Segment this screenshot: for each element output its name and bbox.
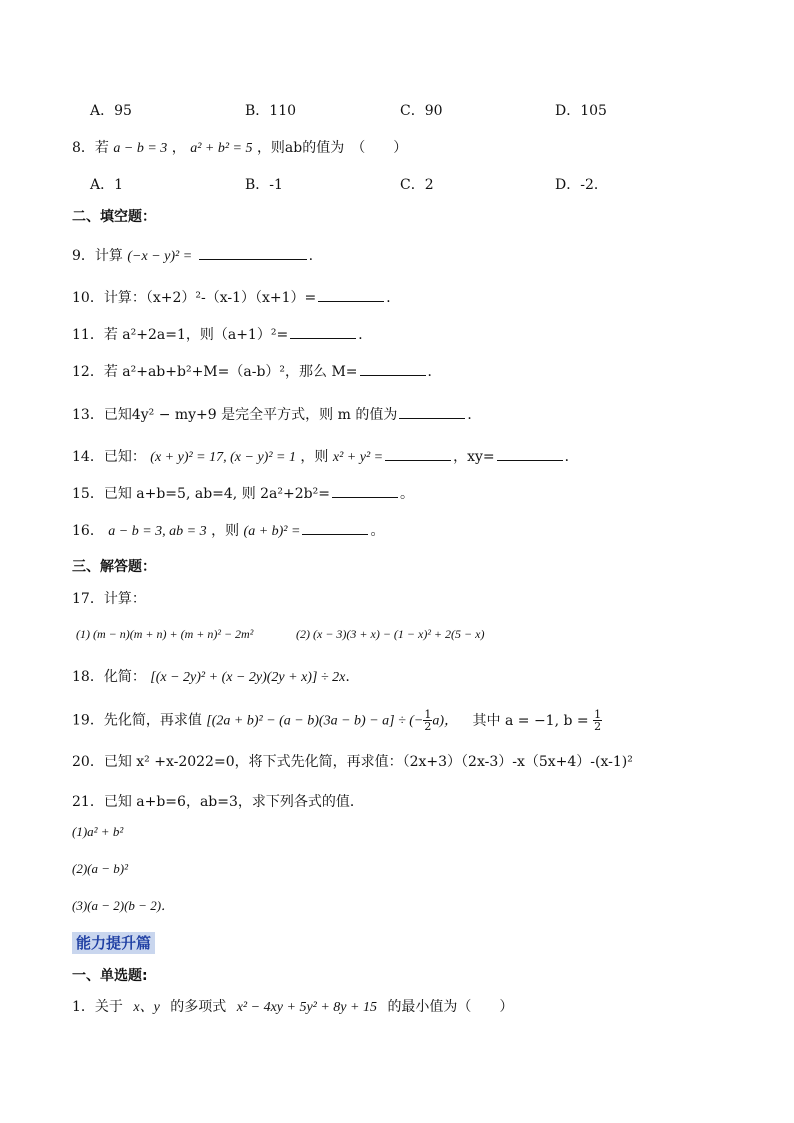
q14-text: 14．已知： (72, 449, 146, 465)
q9-answer-blank[interactable] (199, 245, 307, 260)
q18-end: . (345, 669, 350, 685)
q21-part-1: (1)a² + b² (72, 824, 124, 839)
q16-end: 。 (370, 523, 385, 539)
q9-expression: (−x − y)² = (127, 249, 193, 264)
p1-expression: x² − 4xy + 5y² + 8y + 15 (236, 1000, 377, 1015)
q16-ask: (a + b)² = (243, 524, 301, 539)
q16-then: ，则 (211, 523, 240, 539)
question-16 (72, 520, 384, 542)
question-20: 20．已知 x² +x-2022=0，将下式先化简，再求值：（2x+3）（2x-3）-x（5x+4）-(x-1)² (72, 754, 633, 770)
q21-part-3: (3)(a − 2)(b − 2)． (72, 898, 175, 913)
section-heading-solve: 三、解答题： (72, 559, 156, 575)
p1-mid: 的多项式 (170, 999, 227, 1015)
problem-1 (72, 997, 513, 1018)
q19-expression-end: a)， (432, 713, 459, 729)
q13-end: ． (467, 407, 482, 423)
question-13 (72, 404, 481, 425)
p1-variables: x、y (133, 1000, 160, 1015)
q14-separator: ，xy= (453, 449, 495, 465)
section-heading-fill-in: 二、填空题： (72, 209, 156, 225)
q8-prompt: ，则ab的值为 （ ） (256, 140, 408, 156)
question-8: 8．若 a − b = 3 ， a² + b² = 5 ，则ab的值为 （ ） (72, 140, 408, 156)
question-11 (72, 324, 372, 345)
q11-text: 11．若 a²+2a=1，则（a+1）²= (72, 327, 289, 343)
q13-text: 13．已知4y² − my+9 是完全平方式，则 m 的值为 (72, 407, 398, 423)
q21-part-2: (2)(a − b)² (72, 861, 128, 876)
q7-option-b[interactable]: B．110 (245, 103, 297, 119)
question-17: 17．计算： (72, 591, 146, 607)
q8-condition-1: a − b = 3 (113, 141, 168, 156)
question-10 (72, 287, 400, 308)
q19-frac-den: 2 (424, 720, 432, 733)
section-heading-single-choice: 一、单选题: (72, 968, 148, 984)
ability-improvement-tag: 能力提升篇 (72, 932, 155, 954)
q8-option-d[interactable]: D．-2． (555, 177, 608, 193)
p1-text: 1．关于 (72, 999, 123, 1015)
question-12 (72, 361, 442, 382)
q16-given: a − b = 3, ab = 3 (108, 524, 207, 539)
q18-text: 18．化简： (72, 669, 146, 685)
question-15 (72, 483, 414, 504)
q12-answer-blank[interactable] (360, 361, 426, 376)
q10-answer-blank[interactable] (318, 287, 384, 302)
q19-expression: [(2a + b)² − (a − b)(3a − b) − a] ÷ (− (206, 713, 424, 729)
q15-text: 15．已知 a+b=5, ab=4, 则 2a²+2b²= (72, 486, 330, 502)
q10-text: 10．计算：（x+2）²-（x-1）（x+1）= (72, 290, 317, 306)
q9-text: 9．计算 (72, 248, 123, 264)
q18-expression: [(x − 2y)² + (x − 2y)(2y + x)] ÷ 2x (150, 670, 346, 685)
question-21: 21．已知 a+b=6，ab=3，求下列各式的值． (72, 794, 364, 810)
q8-option-b[interactable]: B．-1 (245, 177, 283, 193)
q13-answer-blank[interactable] (399, 404, 465, 419)
q7-option-d[interactable]: D．105 (555, 103, 607, 119)
question-18 (72, 667, 350, 688)
q19-condition: 其中 a = −1, b = (472, 712, 589, 729)
q15-end: 。 (399, 486, 414, 502)
q11-end: ． (358, 327, 373, 343)
q7-option-c[interactable]: C．90 (400, 103, 443, 119)
q19-text: 19．先化简，再求值 (72, 712, 202, 729)
q19-b-den: 2 (594, 720, 602, 733)
q16-text: 16． (72, 523, 104, 539)
q14-end: ． (564, 449, 579, 465)
q12-text: 12．若 a²+ab+b²+M=（a-b）²，那么 M= (72, 364, 358, 380)
q19-b-value (593, 709, 602, 732)
q19-b-num: 1 (594, 708, 602, 721)
q14-then: ，则 (300, 449, 329, 465)
q14-ask: x² + y² = (332, 450, 384, 465)
question-14 (72, 446, 579, 468)
q17-part-2: (2) (x − 3)(3 + x) − (1 − x)² + 2(5 − x) (296, 627, 485, 641)
q14-given: (x + y)² = 17, (x − y)² = 1 (150, 450, 296, 465)
q8-condition-2: a² + b² = 5 (190, 141, 253, 156)
q8-number: 8．若 (72, 140, 109, 156)
q14-answer-blank-1[interactable] (385, 446, 451, 461)
q8-option-c[interactable]: C．2 (400, 177, 434, 193)
q14-answer-blank-2[interactable] (497, 446, 563, 461)
question-9 (72, 245, 313, 267)
question-19 (72, 709, 602, 732)
q15-answer-blank[interactable] (332, 483, 398, 498)
q8-option-a[interactable]: A．1 (90, 177, 124, 193)
q19-frac-num: 1 (424, 708, 432, 721)
q12-end: ． (427, 364, 442, 380)
p1-prompt: 的最小值为（ ） (387, 999, 514, 1015)
q11-answer-blank[interactable] (290, 324, 356, 339)
q17-part-1: (1) (m − n)(m + n) + (m + n)² − 2m² (76, 627, 254, 641)
q7-option-a[interactable]: A．95 (90, 103, 132, 119)
q9-end: . (308, 248, 314, 264)
q10-end: ． (386, 290, 401, 306)
q16-answer-blank[interactable] (302, 520, 368, 535)
